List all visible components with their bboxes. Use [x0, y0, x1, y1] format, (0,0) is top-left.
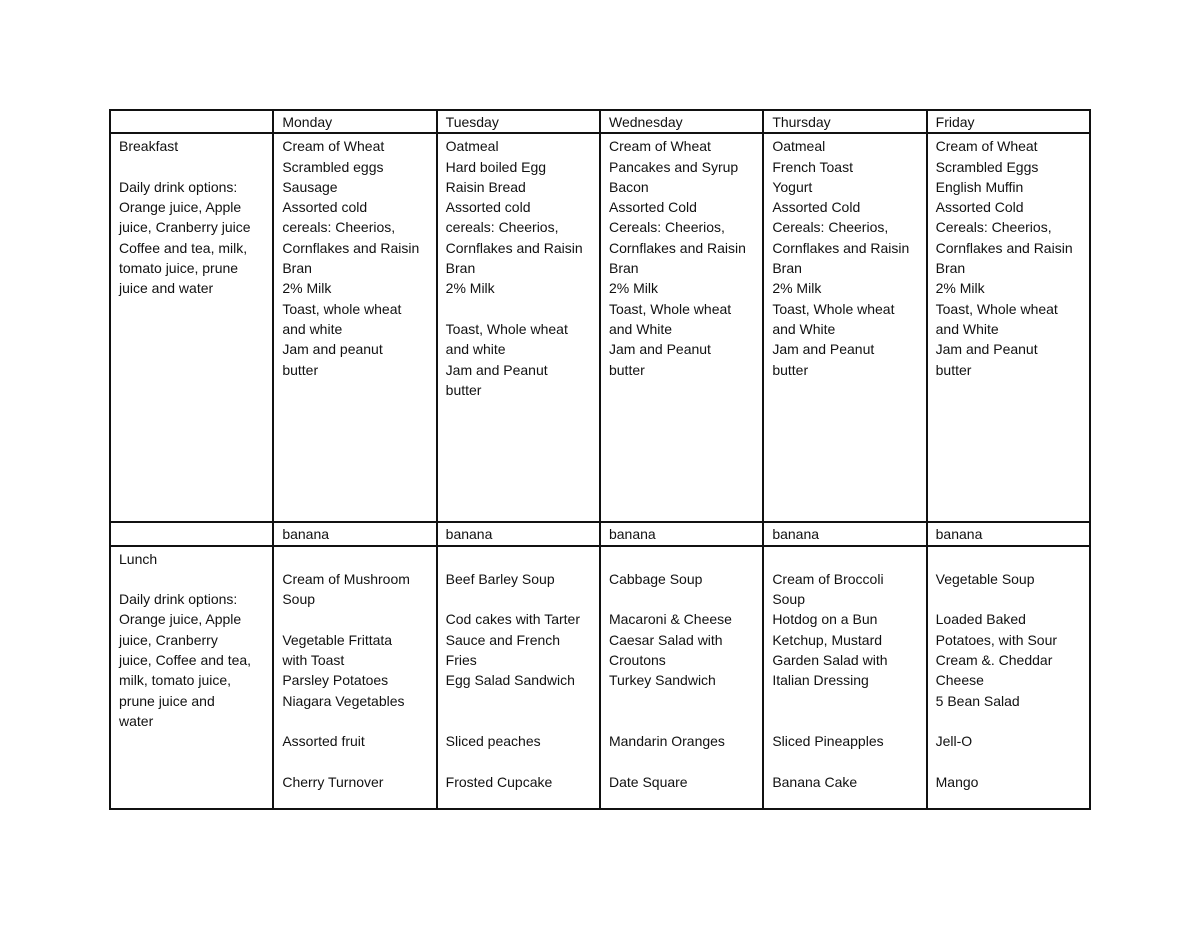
lunch-row: [110, 546, 1090, 809]
breakfast-wednesday: [600, 133, 763, 522]
lunch-thursday-text: Cream of Broccoli Soup Hotdog on a Bun Ketchup, Mustard Garden Salad with Italian Dressing Sliced Pineapples Banana Cake: [772, 570, 888, 790]
day-header-thursday: Thursday: [763, 110, 926, 133]
breakfast-tuesday-text: Oatmeal Hard boiled Egg Raisin Bread Assorted cold cereals: Cheerios, Cornflakes and Raisin Bran 2% Milk Toast, Whole wheat and white Jam and Peanut butter: [445, 138, 583, 398]
lunch-thursday: [763, 546, 926, 809]
breakfast-monday: [273, 133, 436, 522]
lunch-friday: [927, 546, 1090, 809]
day-header-monday: Monday: [273, 110, 436, 133]
lunch-label-cell: [110, 546, 273, 809]
fruit-monday: banana: [273, 522, 436, 545]
fruit-wednesday: banana: [600, 522, 763, 545]
lunch-label: Lunch Daily drink options: Orange juice, Apple juice, Cranberry juice, Coffee and tea, milk, tomato juice, prune juice and water: [119, 550, 252, 729]
breakfast-thursday: [763, 133, 926, 522]
breakfast-friday: [927, 133, 1090, 522]
fruit-thursday: banana: [763, 522, 926, 545]
fruit-friday: banana: [927, 522, 1090, 545]
breakfast-row: [110, 133, 1090, 522]
lunch-monday: [273, 546, 436, 809]
day-header-friday: Friday: [927, 110, 1090, 133]
breakfast-monday-text: Cream of Wheat Scrambled eggs Sausage Assorted cold cereals: Cheerios, Cornflakes and Raisin Bran 2% Milk Toast, whole wheat and white Jam and peanut butter: [282, 138, 420, 378]
lunch-wednesday-text: Cabbage Soup Macaroni & Cheese Caesar Salad with Croutons Turkey Sandwich Mandarin Oranges Date Square: [608, 570, 732, 790]
fruit-row: [110, 522, 1090, 545]
lunch-friday-text: Vegetable Soup Loaded Baked Potatoes, with Sour Cream &. Cheddar Cheese 5 Bean Salad Jell-O Mango: [935, 570, 1058, 790]
fruit-label-cell: [110, 522, 273, 545]
lunch-tuesday: [437, 546, 600, 809]
fruit-tuesday: banana: [437, 522, 600, 545]
breakfast-wednesday-text: Cream of Wheat Pancakes and Syrup Bacon Assorted Cold Cereals: Cheerios, Cornflakes and Raisin Bran 2% Milk Toast, Whole wheat and White Jam and Peanut butter: [608, 138, 746, 378]
breakfast-label: Breakfast Daily drink options: Orange juice, Apple juice, Cranberry juice Coffee and tea, milk, tomato juice, prune juice and water: [119, 138, 251, 297]
day-header-wednesday: Wednesday: [600, 110, 763, 133]
breakfast-label-cell: [110, 133, 273, 522]
lunch-tuesday-text: Beef Barley Soup Cod cakes with Tarter Sauce and French Fries Egg Salad Sandwich Sliced peaches Frosted Cupcake: [445, 570, 581, 790]
lunch-monday-text: Cream of Mushroom Soup Vegetable Frittata with Toast Parsley Potatoes Niagara Vegetables Assorted fruit Cherry Turnover: [282, 570, 410, 790]
weekly-menu-table: [109, 109, 1091, 810]
breakfast-friday-text: Cream of Wheat Scrambled Eggs English Muffin Assorted Cold Cereals: Cheerios, Cornflakes and Raisin Bran 2% Milk Toast, Whole wheat and White Jam and Peanut butter: [935, 138, 1073, 378]
day-header-tuesday: Tuesday: [437, 110, 600, 133]
breakfast-thursday-text: Oatmeal French Toast Yogurt Assorted Cold Cereals: Cheerios, Cornflakes and Raisin Bran 2% Milk Toast, Whole wheat and White Jam and Peanut butter: [772, 138, 910, 378]
lunch-wednesday: [600, 546, 763, 809]
corner-cell: [110, 110, 273, 133]
breakfast-tuesday: [437, 133, 600, 522]
header-row: [110, 110, 1090, 133]
